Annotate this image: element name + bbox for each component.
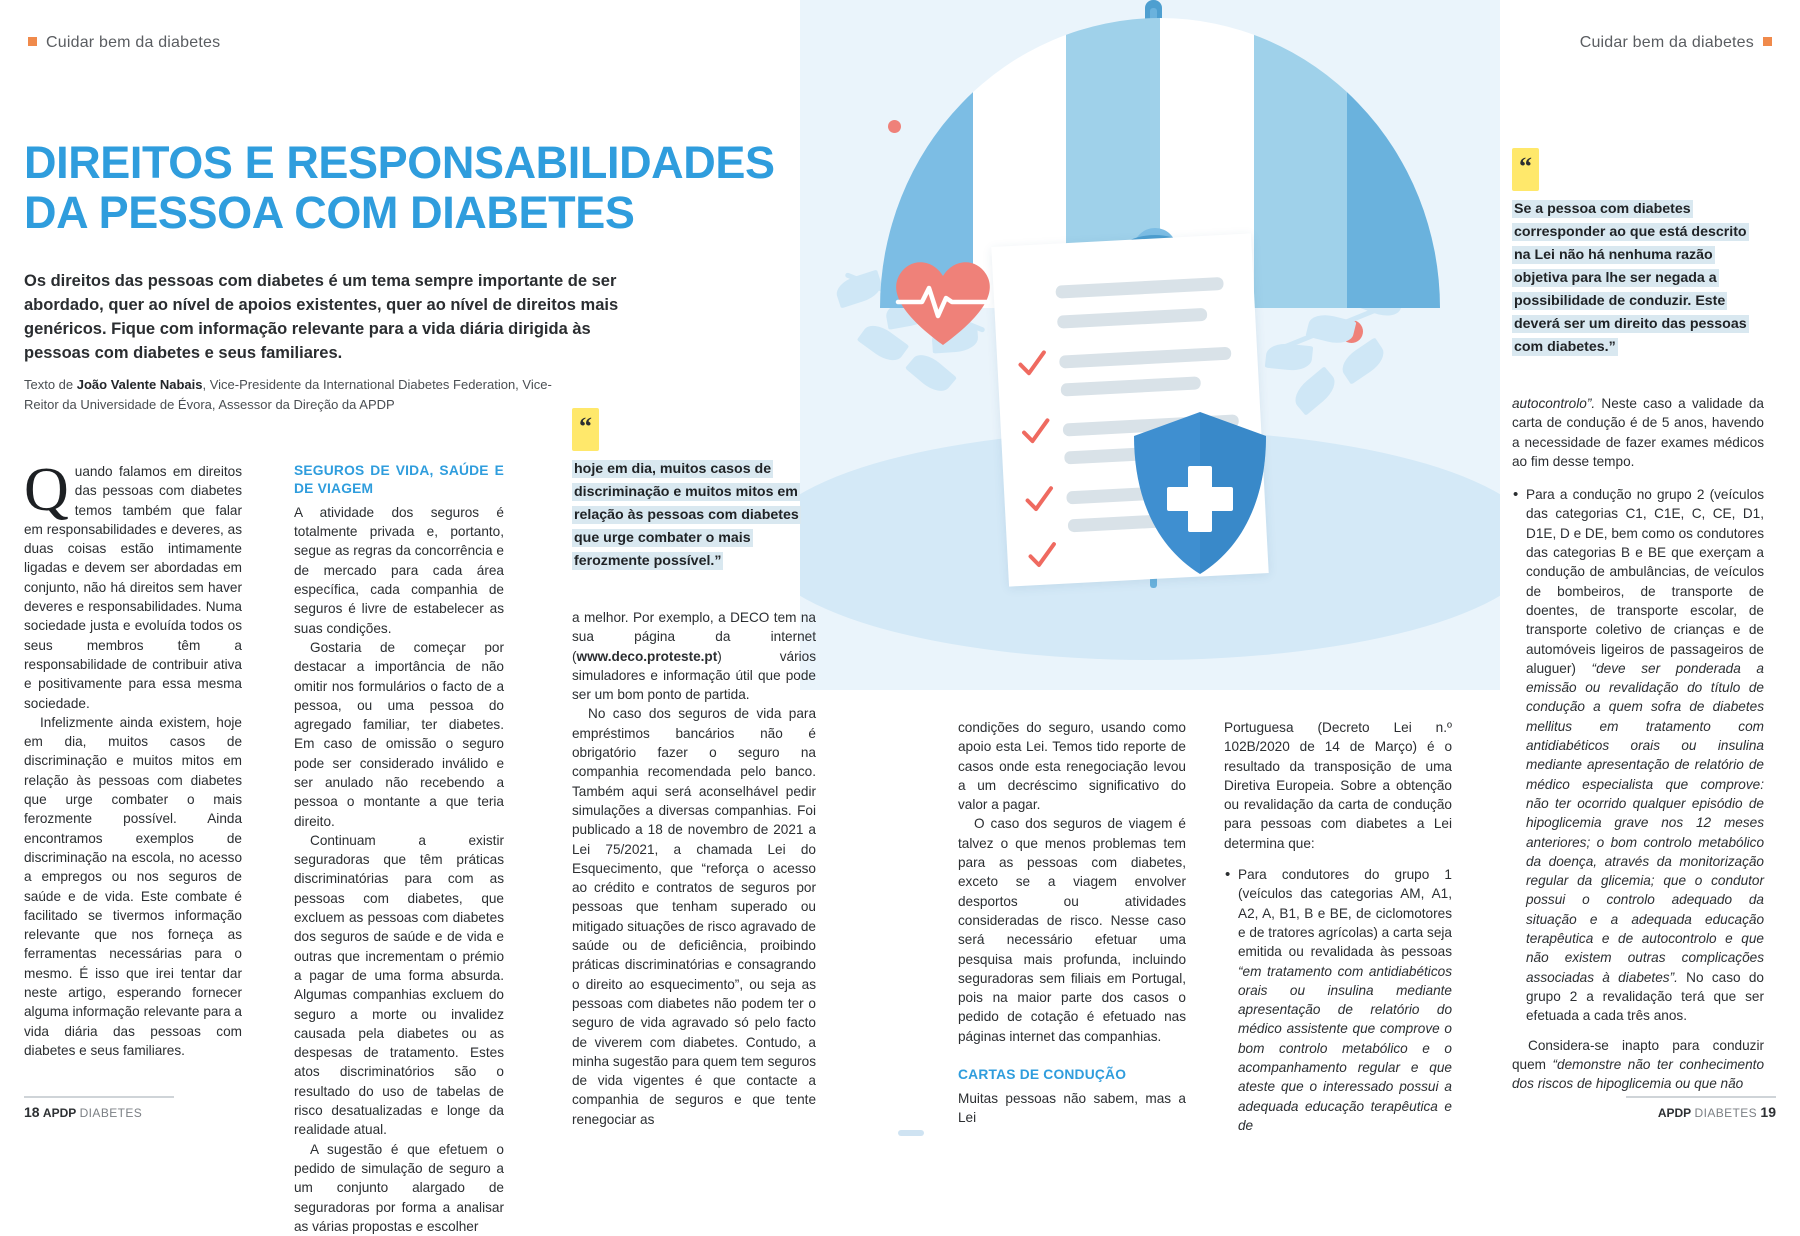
paragraph-continued (1512, 394, 1764, 471)
paragraph-quote: “demonstre não ter conhecimento dos riscos de hipoglicemia ou que não (1512, 1056, 1765, 1092)
running-head-left-label: Cuidar bem da diabetes (46, 34, 221, 51)
paragraph-quote: autocontrolo”. (1512, 396, 1596, 411)
subheading-cartas: CARTAS DE CONDUÇÃO (958, 1067, 1127, 1083)
paragraph: Continuam a existir seguradoras que têm práticas discriminatórias para com as pessoas com diabetes, que excluem as pessoas com diabetes dos seguros de saúde e de vida e outras que incrementam o prémio a pagar de uma forma absurda. Algumas companhias excluem do seguro a morte ou invalidez causada pela diabetes ou as despesas de tratamento. Estes atos discriminatórios são o resultado do uso de tabelas de risco desatualizadas e longe da realidade atual. (294, 832, 504, 1138)
pull-quote-2 (1512, 148, 1758, 359)
folio-right-number: 19 (1760, 1104, 1776, 1120)
list-item (1224, 865, 1452, 1135)
page-title: DIREITOS E RESPONSABILIDADES DA PESSOA COM DIABETES (24, 137, 775, 239)
check-icon (1017, 348, 1049, 380)
column-2 (294, 462, 504, 1236)
bullet-list-grupo1 (1224, 865, 1452, 1135)
standfirst: Os direitos das pessoas com diabetes é um tema sempre importante de ser abordado, quer ao nível de apoios existentes, quer ao nível de direitos mais genéricos. Fique com informação relevante para a vida diária dirigida às pessoas com diabetes e seus familiares. (24, 272, 619, 362)
paragraph-text: Neste caso a validade da carta de condução é de 5 anos, havendo a necessidade de fazer exames médicos ao fim desse tempo. (1512, 396, 1764, 469)
running-head-left (28, 34, 220, 52)
pull-quote-1-text: hoje em dia, muitos casos de discriminação e muitos mitos em relação às pessoas com diabetes que urge combater o mais ferozmente possível.” (574, 461, 799, 569)
shield-icon (1130, 408, 1270, 578)
folio-right (1658, 1104, 1776, 1120)
leaf-icon (1289, 366, 1341, 415)
paragraph: A sugestão é que efetuem o pedido de simulação de seguro a um conjunto alargado de seguradoras por forma a analisar as várias propostas e escolher (294, 1141, 504, 1234)
list-item-quote: “em tratamento com antidiabéticos orais ou insulina mediante apresentação de relatório do médico assistente que comprove o bom controlo metabólico e o acompanhamento regular e que ateste que o interessado possui a adequada educação terapêutica e de (1238, 963, 1452, 1133)
running-head-right (1580, 34, 1772, 52)
paragraph: A atividade dos seguros é totalmente privada e, portanto, segue as regras da concorrência e de mercado para cada área específica, cada companhia de seguros é livre de estabelecer as suas condições. (294, 504, 504, 636)
folio-right-brand: APDP (1657, 1106, 1692, 1120)
byline-roles: , Vice-Presidente da International Diabetes Federation, Vice-Reitor da Universidade de Évora, Assessor da Direção da APDP (24, 377, 552, 412)
column-1 (24, 456, 242, 1060)
illustration-panel (800, 0, 1500, 690)
folio-rule-right (1626, 1096, 1776, 1098)
list-item-text-end: No caso do grupo 2 a revalidação terá que ser efetuada a cada três anos. (1526, 969, 1764, 1024)
running-head-right-label: Cuidar bem da diabetes (1579, 34, 1754, 51)
paragraph: Infelizmente ainda existem, hoje em dia, muitos casos de discriminação e muitos mitos em relação às pessoas com diabetes que urge combater o mais ferozmente possível. Ainda encontramos exemplos de discriminação na escola, no acesso a empregos ou nos seguros de saúde e de vida. Este combate é facilitado se tivermos informação relevante que nos forneça as ferramentas necessárias para o mesmo. É isso que irei tentar dar neste artigo, esperando fornecer alguma informação relevante para a vida diária das pessoas com diabetes e seus familiares. (24, 714, 242, 1058)
check-icon (1024, 484, 1056, 516)
paragraph: Portuguesa (Decreto Lei n.º 102B/2020 de 14 de Março) é o resultado da transposição de uma Diretiva Europeia. Sobre a obtenção ou revalidação da carta de condução para pessoas com diabetes a Lei determina que: (1224, 720, 1452, 851)
paragraph-text: Considera-se inapto para conduzir quem (1512, 1037, 1764, 1072)
paragraph-final (1512, 1036, 1764, 1094)
list-item-text: Para condutores do grupo 1 (veículos das categorias AM, A1, A2, A, B1, B e BE, de ciclomotores e de tratores agrícolas) a carta seja emitida ou revalidada às pessoas (1238, 867, 1452, 960)
list-item (1512, 485, 1764, 1025)
leaf-icon (1337, 337, 1390, 384)
byline-prefix: Texto de (24, 377, 77, 392)
leaf-icon (1265, 342, 1313, 373)
heart-icon (888, 250, 998, 350)
square-marker-icon (1763, 37, 1772, 46)
column-6 (1512, 394, 1764, 1093)
folio-left (24, 1104, 142, 1120)
paragraph-with-link (572, 608, 816, 704)
byline (24, 375, 564, 414)
quote-mark-icon: “ (1512, 148, 1539, 191)
subheading-seguros: SEGUROS DE VIDA, SAÚDE E DE VIAGEM (294, 463, 504, 496)
check-icon (1027, 540, 1059, 572)
folio-left-label: DIABETES (79, 1106, 143, 1120)
column-3 (572, 608, 816, 1129)
paragraph: Gostaria de começar por destacar a importância de não omitir nos formulários o facto de a pessoa, ou uma pessoa do agregado familiar, ter diabetes. Em caso de omissão o seguro pode ser considerado inválido e ser anulado não recebendo a pessoa o montante a que teria direito. (294, 639, 504, 829)
document-text-line (1057, 308, 1207, 329)
column-4 (958, 718, 1186, 1128)
folio-left-brand: APDP (42, 1106, 77, 1120)
document-text-line (1055, 277, 1223, 299)
leaf-icon (905, 348, 957, 397)
folio-left-number: 18 (24, 1104, 40, 1120)
paragraph-text: ) vários simuladores e informação útil que pode ser um bom ponto de partida. (572, 648, 816, 703)
byline-author: João Valente Nabais (76, 377, 203, 392)
pull-quote-2-text: Se a pessoa com diabetes corresponder ao que está descrito na Lei não há nenhuma razão objetiva para lhe ser negada a possibilidade de conduzir. Este deverá ser um direito das pessoas com diabetes.” (1514, 201, 1747, 355)
document-text-line (1059, 347, 1231, 369)
bullet-list-grupo2 (1512, 485, 1764, 1025)
paragraph: uando falamos em direitos das pessoas com diabetes temos também que falar em responsabilidades e deveres, as duas coisas estão intimamente ligadas e devem ser abordadas em conjunto, não há direitos sem haver deveres e responsabilidades. Numa sociedade justa e evoluída todos os seus membros têm a responsabilidade de contribuir ativa e positivamente para essa mesma sociedade. (24, 464, 242, 711)
check-icon (1020, 416, 1052, 448)
folio-right-label: DIABETES (1694, 1106, 1758, 1120)
paragraph: No caso dos seguros de vida para empréstimos bancários não é obrigatório fazer o seguro na companhia recomendada pelo banco. Também aqui será aconselhável pedir simulações a diversas companhias. Foi publicado a 18 de novembro de 2021 a Lei 75/2021, a chamada Lei do Esquecimento, que “reforça o acesso ao crédito e contratos de seguros por pessoas que tenham superado ou mitigado situações de risco agravado de saúde ou de deficiência, proibindo práticas discriminatórias e consagrando o direito ao esquecimento”, ou seja as pessoas com diabetes não podem ter o seguro de vida agravado só pelo facto de viverem com diabetes. Contudo, a minha sugestão para quem tem seguros de vida vigentes é que contacte a companhia de seguros e que tente renegociar as (572, 706, 816, 1127)
square-marker-icon (28, 37, 37, 46)
list-item-quote: “deve ser ponderada a emissão ou revalidação do título de condução a quem sofra de diabetes mellitus em tratamento com antidiabéticos orais ou insulina mediante apresentação de relatório de médico especialista que comprove: não ter ocorrido qualquer episódio de hipoglicemia grave nos 12 meses anteriores; o bom controlo metabólico da doença, através da monitorização regular da glicemia; que o condutor possui o controlo adequado da situação e a adequada educação terapêutica e de autocontrolo e que não existem outras complicações associadas à diabetes”. (1526, 660, 1764, 985)
spread-center-mark (898, 1130, 924, 1136)
paragraph: Muitas pessoas não sabem, mas a Lei (958, 1090, 1186, 1126)
paragraph: O caso dos seguros de viagem é talvez o que menos problemas tem para as pessoas com diabetes, exceto se a viagem envolver desportos ou atividades consideradas de risco. Nesse caso será necessário efetuar uma pesquisa mais profunda, incluindo seguradoras sem filiais em Portugal, pois na maior parte dos casos o pedido de cotação é efetuado nas páginas internet das companhias. (958, 816, 1186, 1044)
pull-quote-1 (572, 408, 814, 573)
list-item-text: Para a condução no grupo 2 (veículos das categorias C1, C1E, C, CE, D1, D1E, D e DE, bem como os condutores das categorias B e BE que exerçam a condução de ambulâncias, de veículos de bombeiros, de transporte de doentes, de transporte escolar, de transporte coletivo de crianças e de automóveis ligeiros de passageiros de aluguer) (1526, 487, 1764, 676)
drop-cap: Q (24, 456, 69, 524)
paragraph: condições do seguro, usando como apoio esta Lei. Temos tido reporte de casos onde esta renegociação levou a um decréscimo significativo do valor a pagar. (958, 720, 1186, 813)
paragraph-text: a melhor. Por exemplo, a DECO tem na sua página da internet ( (572, 610, 816, 664)
leaf-icon (833, 270, 885, 309)
folio-rule-left (24, 1096, 174, 1098)
column-5 (1224, 718, 1452, 1145)
document-text-line (1061, 376, 1201, 396)
external-link[interactable]: www.deco.proteste.pt (576, 648, 718, 664)
quote-mark-icon: “ (572, 408, 599, 451)
